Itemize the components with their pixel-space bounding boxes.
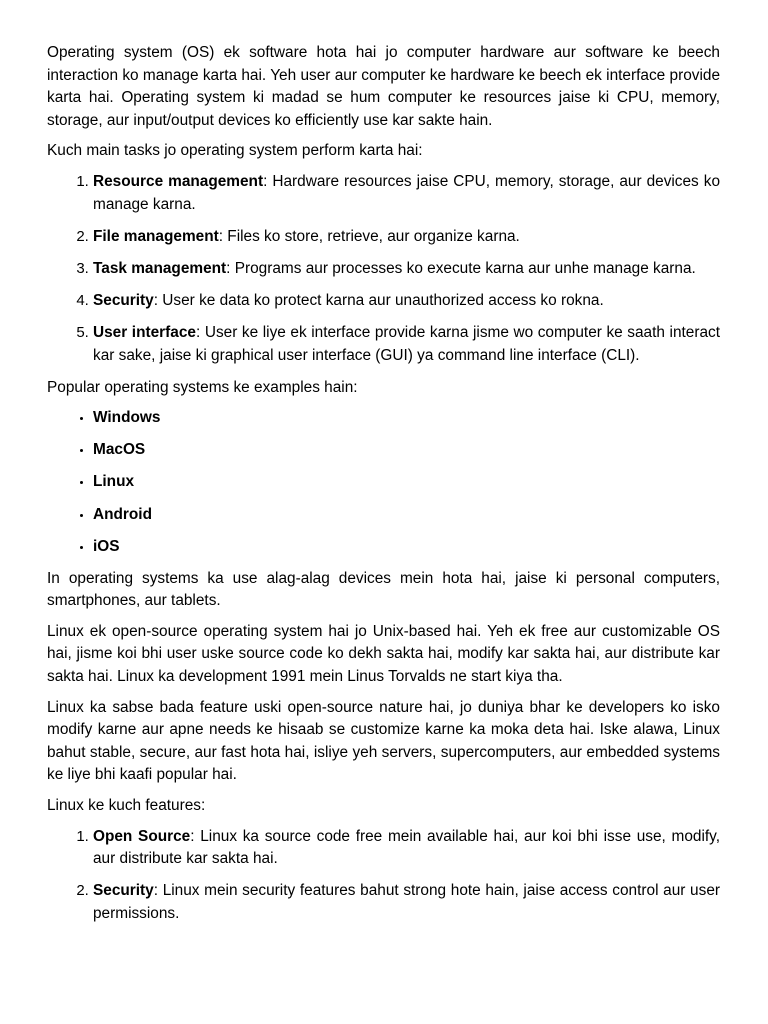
examples-list — [47, 407, 720, 558]
usage-paragraph: In operating systems ka use alag-alag devices mein hota hai, jaise ki personal computers, smartphones, aur tablets. — [47, 569, 720, 610]
list-item — [93, 258, 720, 281]
list-item — [93, 322, 720, 367]
feature-term: Open Source — [93, 827, 191, 845]
task-desc: : Hardware resources jaise CPU, memory, storage, aur devices ko manage karna. — [93, 172, 721, 213]
os-name: Linux — [93, 473, 135, 491]
intro-paragraph: Operating system (OS) ek software hota hai jo computer hardware aur software ke beech interaction ko manage karta hai. Yeh user aur computer ke hardware ke beech ek interface provide karta hai. Operating system ki madad se hum computer ke resources jaise ki CPU, memory, storage, aur input/output devices ko efficiently use kar sakte hain. — [47, 44, 720, 129]
features-intro: Linux ke kuch features: — [47, 797, 206, 815]
examples-intro: Popular operating systems ke examples hain: — [47, 378, 358, 396]
task-term: Resource management — [93, 172, 264, 190]
feature-desc: : Linux ka source code free mein available hai, aur koi bhi isse use, modify, aur distribute kar sakta hai. — [93, 827, 720, 868]
feature-desc: : Linux mein security features bahut strong hote hain, jaise access control aur user permissions. — [93, 882, 720, 922]
list-item — [93, 290, 720, 313]
linux-intro-paragraph: Linux ek open-source operating system hai jo Unix-based hai. Yeh ek free aur customizable OS hai, jisme koi bhi user uske source code ko dekh sakta hai, modify kar sakta hai, aur distribute kar sakta hai. Linux ka development 1991 mein Linus Torvalds ne start kiya tha. — [47, 622, 720, 686]
list-item — [93, 439, 720, 462]
os-name: Android — [93, 505, 152, 523]
task-desc: : User ke liye ek interface provide karna jisme wo computer ke saath interact kar sake, jaise ki graphical user interface (GUI) ya command line interface (CLI). — [93, 323, 721, 364]
task-term: File management — [93, 227, 219, 245]
task-desc: : User ke data ko protect karna aur unauthorized access ko rokna. — [153, 291, 604, 309]
list-item — [93, 826, 720, 871]
list-item — [93, 226, 720, 249]
list-item — [93, 504, 720, 527]
list-item — [93, 171, 720, 216]
task-desc: : Files ko store, retrieve, aur organize karna. — [218, 227, 520, 245]
os-name: iOS — [93, 537, 120, 555]
task-desc: : Programs aur processes ko execute karna aur unhe manage karna. — [226, 259, 696, 277]
list-item — [93, 880, 720, 925]
features-list — [47, 826, 720, 926]
os-name: MacOS — [93, 441, 146, 459]
task-term: Security — [93, 291, 154, 309]
os-name: Windows — [93, 409, 161, 427]
feature-term: Security — [93, 882, 154, 900]
tasks-intro: Kuch main tasks jo operating system perform karta hai: — [47, 142, 423, 160]
tasks-list — [47, 171, 720, 367]
list-item — [93, 536, 720, 559]
list-item — [93, 471, 720, 494]
linux-feature-paragraph: Linux ka sabse bada feature uski open-source nature hai, jo duniya bhar ke developers ko isko modify karne aur apne needs ke hisaab se customize karne ka moka deta hai. Iske alawa, Linux bahut stable, secure, aur fast hota hai, isliye yeh servers, supercomputers, aur embedded systems ke liye bhi kaafi popular hai. — [47, 698, 720, 784]
task-term: Task management — [93, 259, 227, 277]
task-term: User interface — [93, 323, 196, 341]
list-item — [93, 407, 720, 430]
